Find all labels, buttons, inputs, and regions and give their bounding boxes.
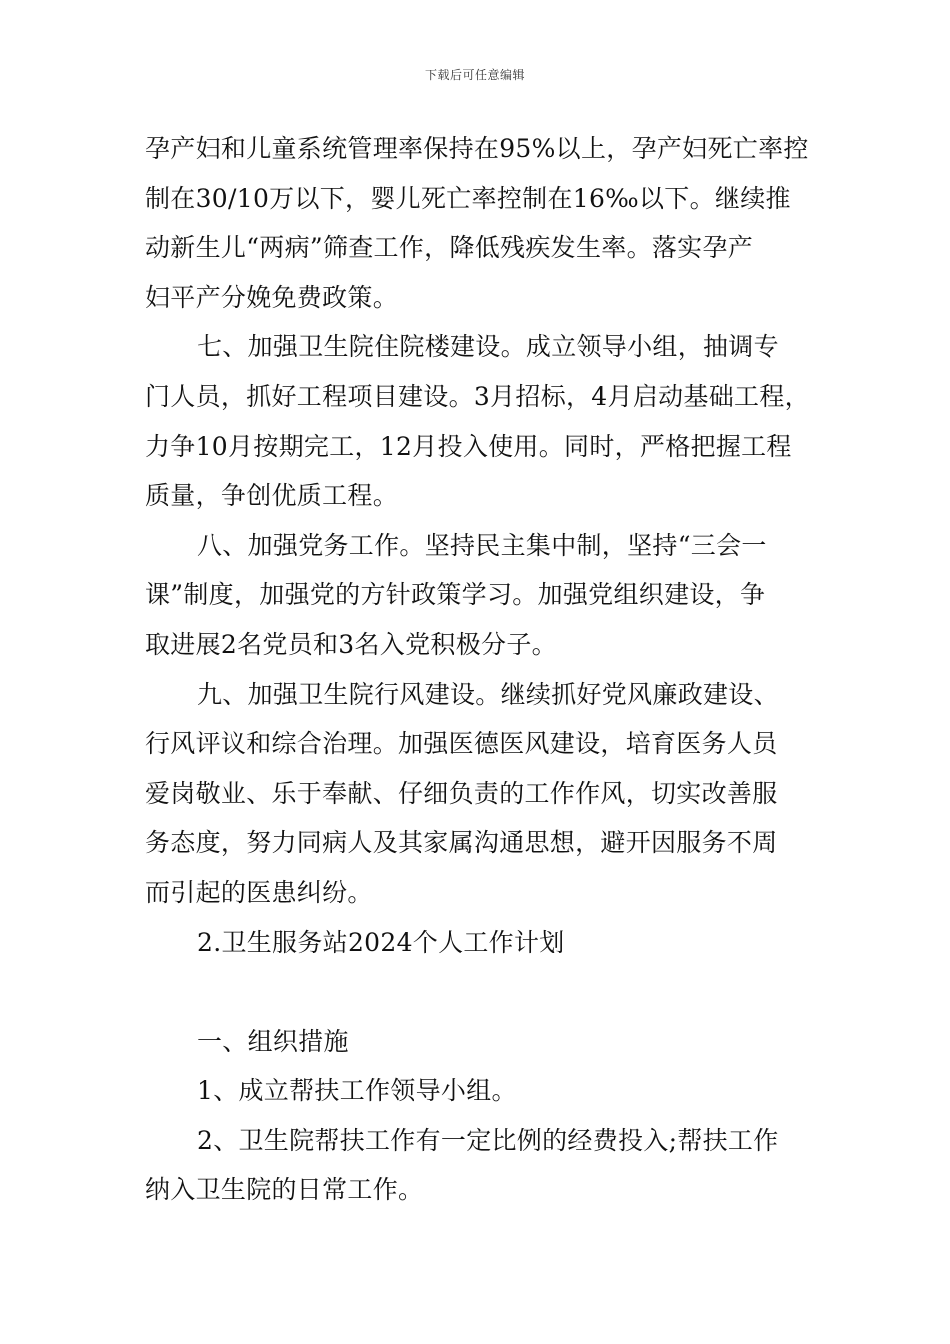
text-line: 妇平产分娩免费政策。	[145, 282, 399, 312]
text-line: 动新生儿“两病”筛查工作，降低残疾发生率。落实孕产	[145, 233, 754, 263]
text-line: 爱岗敬业、乐于奉献、仔细负责的工作作风，切实改善服	[145, 778, 778, 808]
text-line: 孕产妇和儿童系统管理率保持在95%以上，孕产妇死亡率控	[145, 134, 809, 163]
text-line: 行风评议和综合治理。加强医德医风建设，培育医务人员	[145, 729, 778, 759]
text-line: 制在30/10万以下，婴儿死亡率控制在16‰以下。继续推	[145, 183, 791, 213]
text-line: 务态度，努力同病人及其家属沟通思想，避开因服务不周	[145, 828, 778, 858]
text-line: 质量，争创优质工程。	[145, 481, 399, 511]
section-heading-organization-measures: 一、组织措施	[197, 1026, 349, 1056]
page-header: 下载后可任意编辑	[424, 68, 525, 82]
blank-line	[145, 967, 815, 1017]
text-line: 门人员，抓好工程项目建设。3月招标，4月启动基础工程，	[145, 381, 810, 411]
section-8-heading-line: 八、加强党务工作。坚持民主集中制，坚持“三会一	[197, 530, 767, 560]
list-item: 2、卫生院帮扶工作有一定比例的经费投入;帮扶工作	[197, 1125, 779, 1155]
text-line: 取进展2名党员和3名入党积极分子。	[145, 629, 557, 659]
section-7-heading-line: 七、加强卫生院住院楼建设。成立领导小组，抽调专	[197, 332, 779, 362]
text-line: 而引起的医患纠纷。	[145, 877, 373, 907]
section-9-heading-line: 九、加强卫生院行风建设。继续抓好党风廉政建设、	[197, 679, 779, 709]
document-subtitle: 2.卫生服务站2024个人工作计划	[197, 927, 565, 957]
text-line: 力争10月按期完工，12月投入使用。同时，严格把握工程	[145, 431, 792, 461]
list-item: 1、成立帮扶工作领导小组。	[197, 1076, 517, 1106]
document-body	[145, 124, 815, 1215]
text-line: 课”制度，加强党的方针政策学习。加强党组织建设，争	[145, 580, 766, 610]
text-line: 纳入卫生院的日常工作。	[145, 1175, 424, 1205]
